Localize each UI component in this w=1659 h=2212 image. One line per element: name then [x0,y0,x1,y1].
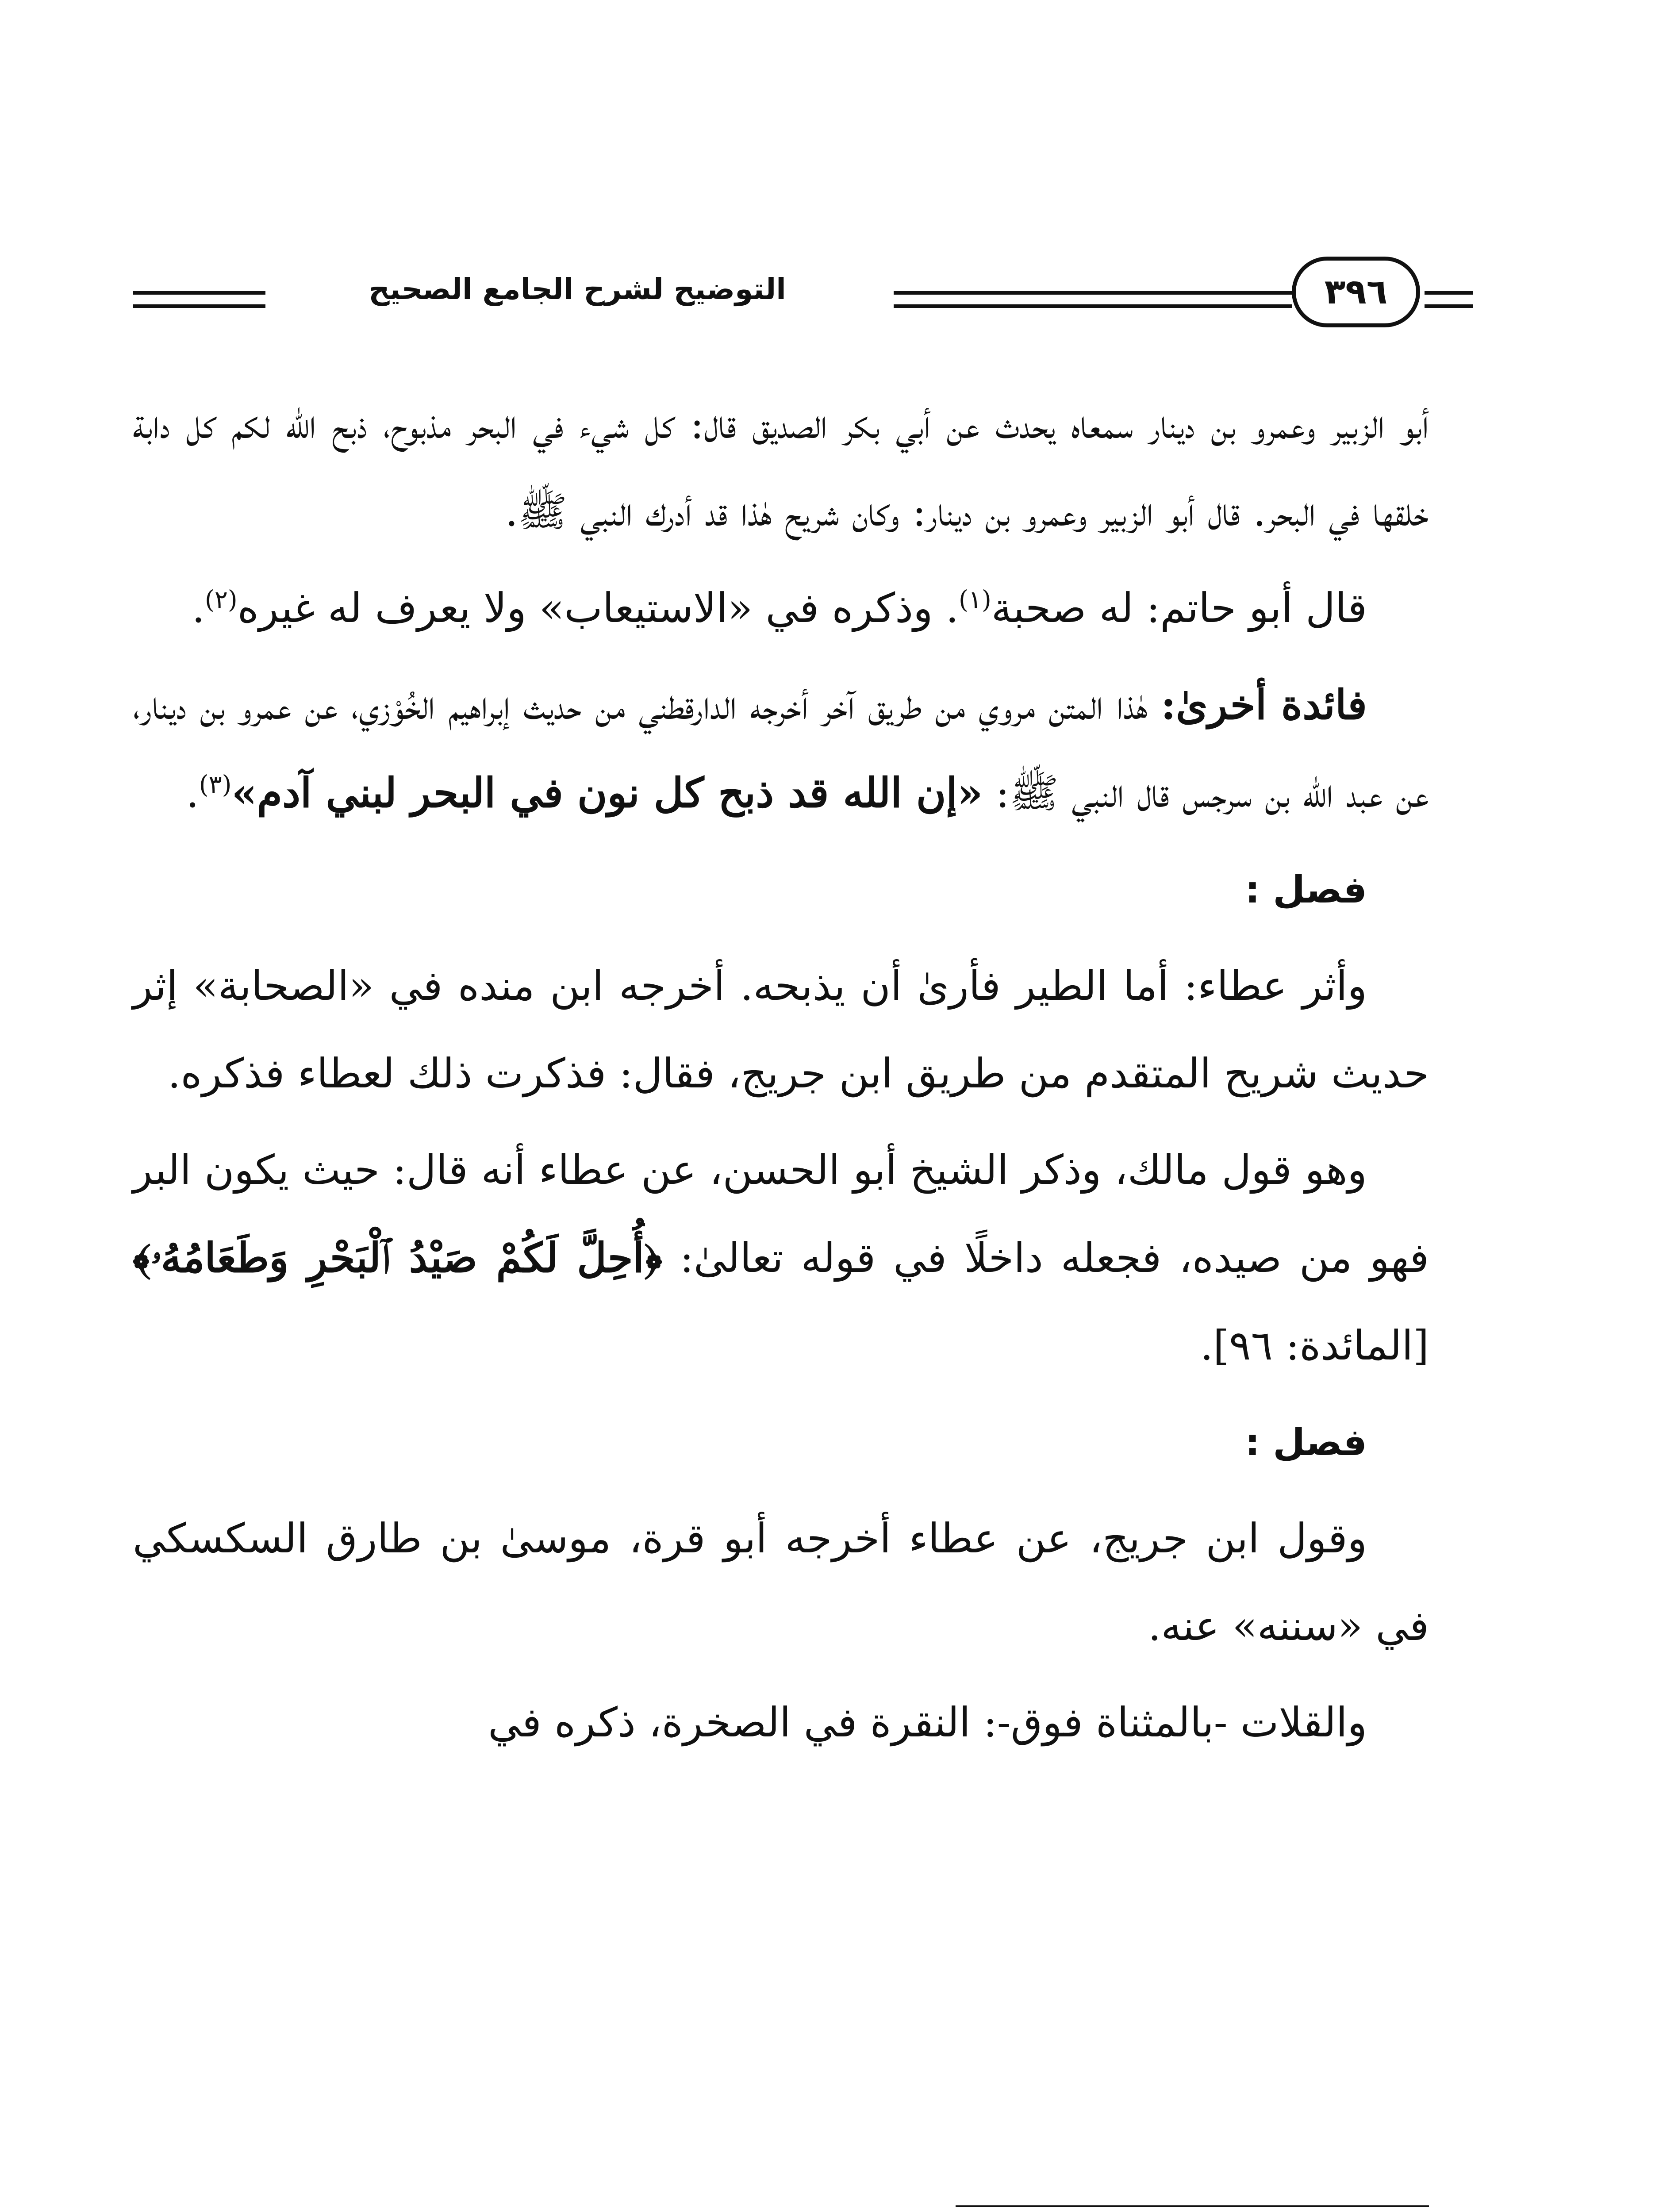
footnote-separator [956,2205,1429,2207]
paragraph-3-lead: فائدة أخرىٰ: [1160,681,1367,729]
paragraph-1: أبو الزبير وعمرو بن دينار سمعاه يحدث عن أبي بكر الصديق قال: كل شيء في البحر مذبوح، ذبح الله لكم كل دابة خلقها في البحر. قال أبو الزبير وعمرو بن دينار: وكان شريح هٰذا قد أدرك النبي ﷺ. [133,400,1429,535]
paragraph-5-text-b: [المائدة: ٩٦]. [1200,1322,1429,1369]
paragraph-2-text-a: قال أبو حاتم: له صحبة [991,584,1367,632]
running-title: التوضيح لشرح الجامع الصحيح [369,272,786,306]
paragraph-5 [133,1126,1429,1390]
paragraph-2-text-c: . [192,584,205,632]
paragraph-2-text-b: . وذكره في «الاستيعاب» ولا يعرف له غيره [237,584,959,632]
paragraph-3 [133,661,1429,837]
header-rule-middle-2 [894,304,1292,308]
paragraph-4: وأثر عطاء: أما الطير فأرىٰ أن يذبحه. أخرجه ابن منده في «الصحابة» إثر حديث شريح المتقدم من طريق ابن جريج، فقال: فذكرت ذلك لعطاء فذكره. [133,962,1429,1097]
hadith-quote: «إن الله قد ذبح كل نون في البحر لبني آدم» [231,769,983,817]
footnote-ref-3: (٣) [199,770,232,799]
section-heading-2: فصل : [1245,1421,1367,1464]
footnote-ref-1: (١) [959,585,991,614]
paragraph-2 [133,565,1429,652]
paragraph-3-text-a: هٰذا المتن مروي من طريق آخر أخرجه الدارقطني من حديث إبراهيم الخُوْزي، عن عمرو بن دينار، عن عبد الله بن سرجس قال النبي ﷺ: [133,681,1429,817]
footnote-ref-2: (٢) [204,585,238,614]
paragraph-3-text-c: . [186,769,199,817]
quran-verse: ﴿أُحِلَّ لَكُمْ صَيْدُ ٱلْبَحْرِ وَطَعَامُهُۥ﴾ [133,1234,662,1282]
paragraph-6: وقول ابن جريج، عن عطاء أخرجه أبو قرة، موسىٰ بن طارق السكسكي في «سننه» عنه. [133,1515,1429,1650]
main-text [133,380,1429,1775]
page-header [133,248,1473,349]
paragraph-5-text-a: وهو قول مالك، وذكر الشيخ أبو الحسن، عن عطاء أنه قال: حيث يكون البر فهو من صيده، فجعله داخلًا في قوله تعالىٰ: [133,1146,1429,1282]
paragraph-7: والقلات -بالمثناة فوق-: النقرة في الصخرة، ذكره في [488,1699,1367,1746]
header-rule-right [1425,291,1473,295]
page-number-frame [1292,257,1420,327]
header-rule-left-2 [133,304,265,308]
page-number: ٣٩٦ [1324,272,1388,312]
section-heading-1: فصل : [1245,868,1367,911]
header-rule-right-2 [1425,304,1473,308]
header-rule-left [133,291,265,295]
header-rule-middle [894,291,1292,295]
